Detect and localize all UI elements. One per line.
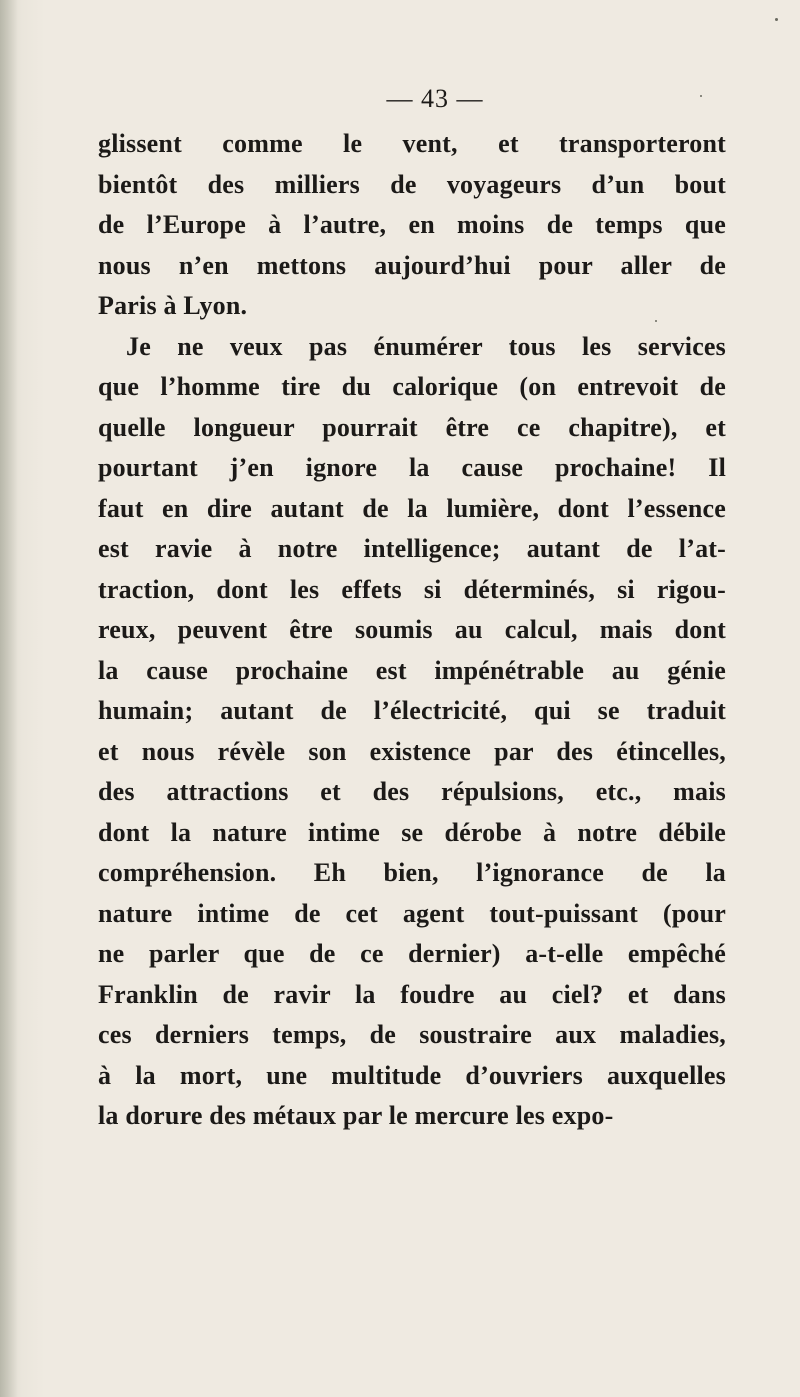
text-line: la dorure des métaux par le mercure les expo- xyxy=(98,1101,614,1130)
text-line: glissent comme le vent, et transporteront xyxy=(98,129,726,158)
text-line: à la mort, une multitude d’ouvriers auxquelles xyxy=(98,1060,726,1090)
text-line: ne parler que de ce dernier) a-t-elle empêché xyxy=(98,939,726,968)
text-line: traction, dont les effets si déterminés, si rigou- xyxy=(98,574,726,604)
text-line: bientôt des milliers de voyageurs d’un bout xyxy=(98,169,726,199)
text-line: que l’homme tire du calorique (on entrevoit de xyxy=(98,372,726,401)
paper-speck xyxy=(700,95,702,97)
text-line: nous n’en mettons aujourd’hui pour aller de xyxy=(98,250,726,280)
text-line: des attractions et des répulsions, etc., mais xyxy=(98,777,726,806)
text-line: compréhension. Eh bien, l’ignorance de la xyxy=(98,858,726,887)
text-line: dont la nature intime se dérobe à notre débile xyxy=(98,817,726,847)
text-line: ces derniers temps, de soustraire aux maladies, xyxy=(98,1020,726,1049)
page-number: — 43 — xyxy=(386,84,484,113)
text-line: nature intime de cet agent tout-puissant (pour xyxy=(98,898,726,928)
body-text xyxy=(98,124,726,1137)
paper-speck xyxy=(775,18,778,21)
text-line: est ravie à notre intelligence; autant de l’at- xyxy=(98,534,726,563)
text-line: quelle longueur pourrait être ce chapitre), et xyxy=(98,412,726,442)
text-line: faut en dire autant de la lumière, dont l’essence xyxy=(98,493,726,523)
text-line: humain; autant de l’électricité, qui se traduit xyxy=(98,696,726,725)
text-line: reux, peuvent être soumis au calcul, mais dont xyxy=(98,615,726,644)
text-line: Je ne veux pas énumérer tous les services xyxy=(126,331,726,361)
text-line: et nous révèle son existence par des étincelles, xyxy=(98,736,726,766)
text-line: pourtant j’en ignore la cause prochaine! Il xyxy=(98,453,726,482)
paper-speck xyxy=(655,320,657,322)
text-line: Franklin de ravir la foudre au ciel? et dans xyxy=(98,979,726,1009)
text-line: la cause prochaine est impénétrable au génie xyxy=(98,655,726,685)
text-line: de l’Europe à l’autre, en moins de temps que xyxy=(98,210,726,239)
text-line: Paris à Lyon. xyxy=(98,291,248,320)
page-edge-shadow xyxy=(0,0,18,1397)
